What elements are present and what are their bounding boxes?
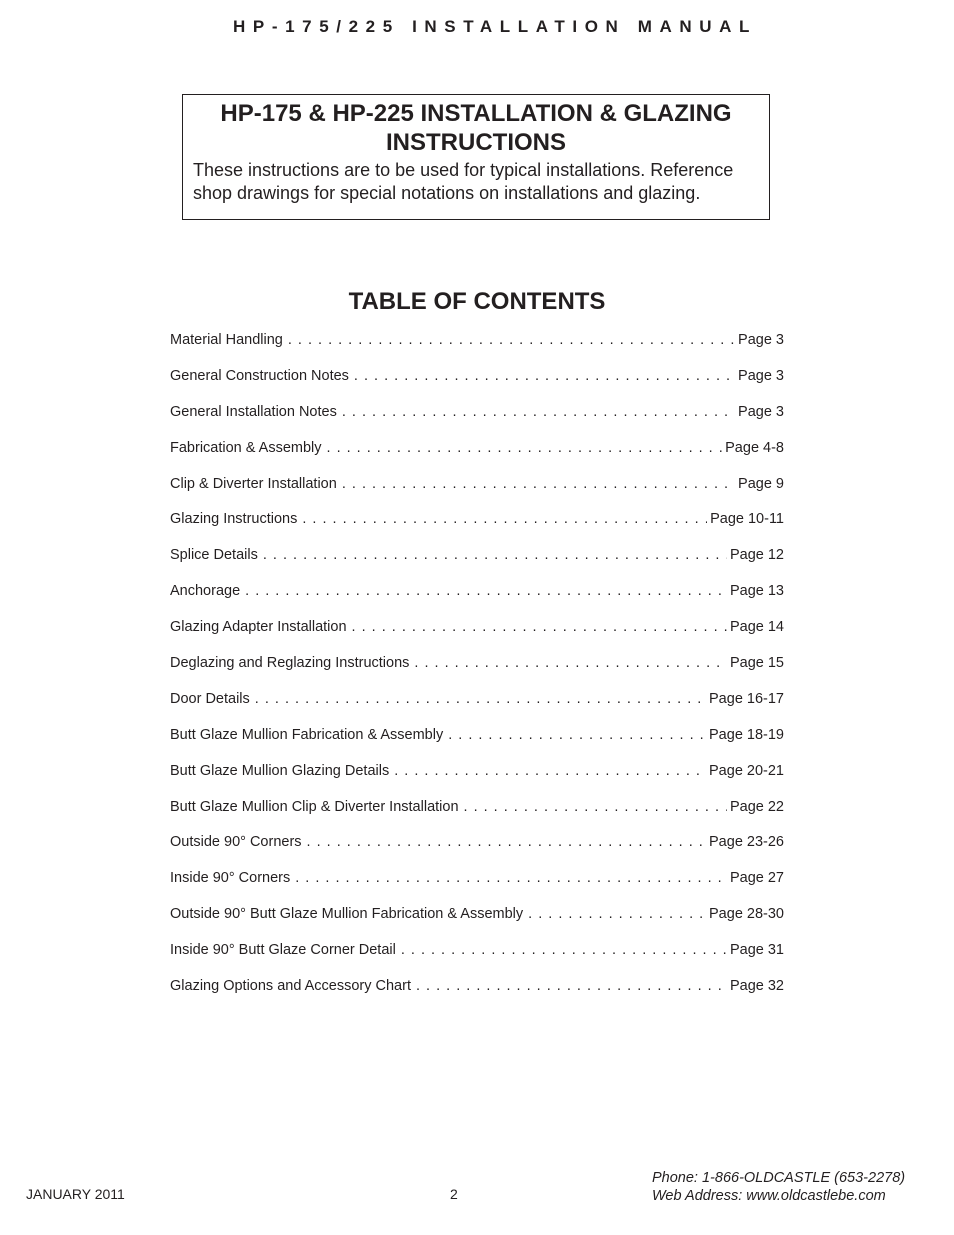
toc-entry-title: Deglazing and Reglazing Instructions [170, 655, 410, 672]
toc-entry-title: Butt Glaze Mullion Fabrication & Assembly [170, 726, 444, 743]
toc-entry-page: Page 20-21 [709, 762, 784, 779]
dot-leader [342, 476, 735, 492]
toc-entry [170, 906, 784, 942]
toc-entry-page: Page 16-17 [709, 690, 784, 707]
toc-entry-title: Outside 90° Corners [170, 834, 302, 851]
dot-leader [394, 763, 706, 779]
intro-text: These instructions are to be used for typical installations. Reference shop drawings for special notations on installations and glazing. [193, 160, 734, 203]
dot-leader [342, 404, 735, 420]
toc-entry-title: Fabrication & Assembly [170, 439, 322, 456]
toc-entry [170, 476, 784, 512]
dot-leader [354, 368, 735, 384]
toc-heading: TABLE OF CONTENTS [348, 288, 606, 315]
toc-entry-title: Inside 90° Corners [170, 870, 291, 887]
toc-entry [170, 583, 784, 619]
toc-entry-page: Page 27 [729, 870, 784, 887]
footer-page-number: 2 [450, 1186, 458, 1202]
toc-entry-page: Page 22 [729, 798, 784, 815]
toc-entry-page: Page 4-8 [725, 439, 784, 456]
toc-entry-page: Page 28-30 [709, 906, 784, 923]
toc-entry [170, 368, 784, 404]
toc-entry [170, 834, 784, 870]
toc-entry [170, 547, 784, 583]
toc-entry [170, 727, 784, 763]
running-header: HP-175/225 INSTALLATION MANUAL [233, 17, 757, 36]
toc-entry-page: Page 3 [738, 403, 784, 420]
toc-entry-page: Page 23-26 [709, 834, 784, 851]
toc-entry-page: Page 9 [738, 475, 784, 492]
toc-entry [170, 978, 784, 1008]
toc-entry-page: Page 3 [738, 367, 784, 384]
toc-entry-title: General Installation Notes [170, 403, 337, 420]
toc-entry [170, 799, 784, 835]
dot-leader [416, 978, 727, 994]
toc-entry-page: Page 32 [729, 978, 784, 995]
toc-entry-title: Inside 90° Butt Glaze Corner Detail [170, 942, 396, 959]
toc-entry-page: Page 14 [729, 619, 784, 636]
dot-leader [255, 691, 706, 707]
dot-leader [295, 870, 727, 886]
toc-entry [170, 691, 784, 727]
toc-entry-page: Page 18-19 [709, 726, 784, 743]
intro-box [182, 94, 770, 220]
toc-entry-title: Glazing Instructions [170, 511, 298, 528]
intro-title: HP-175 & HP-225 INSTALLATION & GLAZING INSTRUCTIONS [220, 100, 732, 156]
footer-web-address: Web Address: www.oldcastlebe.com [652, 1188, 886, 1204]
dot-leader [245, 583, 727, 599]
dot-leader [302, 511, 707, 527]
footer-date: JANUARY 2011 [26, 1186, 125, 1202]
toc-entry-title: Outside 90° Butt Glaze Mullion Fabrication & Assembly [170, 906, 524, 923]
toc-entry-page: Page 12 [729, 547, 784, 564]
dot-leader [307, 834, 706, 850]
toc-entry-page: Page 3 [738, 332, 784, 348]
footer-phone: Phone: 1-866-OLDCASTLE (653-2278) [652, 1170, 906, 1186]
dot-leader [464, 799, 727, 815]
toc-entry-title: General Construction Notes [170, 367, 349, 384]
toc-entry [170, 655, 784, 691]
dot-leader [327, 440, 723, 456]
dot-leader [401, 942, 727, 958]
toc-entry [170, 404, 784, 440]
toc-entry [170, 870, 784, 906]
toc-entry-title: Door Details [170, 690, 250, 707]
toc-entry [170, 440, 784, 476]
dot-leader [448, 727, 706, 743]
toc-entry [170, 763, 784, 799]
toc-entry-page: Page 10-11 [710, 511, 784, 528]
toc-entry-title: Butt Glaze Mullion Clip & Diverter Installation [170, 798, 459, 815]
dot-leader [288, 332, 735, 348]
toc-entry-title: Material Handling [170, 332, 283, 348]
toc-entry [170, 332, 784, 368]
dot-leader [528, 906, 706, 922]
footer-contact [652, 1169, 905, 1205]
toc-entry [170, 619, 784, 655]
toc-entry-title: Glazing Options and Accessory Chart [170, 978, 411, 995]
toc-entry-title: Splice Details [170, 547, 258, 564]
toc-entry [170, 511, 784, 547]
toc-entry-page: Page 31 [729, 942, 784, 959]
toc-entry [170, 942, 784, 978]
toc-entry-title: Butt Glaze Mullion Glazing Details [170, 762, 390, 779]
toc-entry-title: Glazing Adapter Installation [170, 619, 347, 636]
toc-entry-page: Page 15 [729, 655, 784, 672]
toc-list [170, 332, 784, 1008]
toc-entry-title: Anchorage [170, 583, 241, 600]
dot-leader [414, 655, 727, 671]
toc-entry-page: Page 13 [729, 583, 784, 600]
dot-leader [263, 547, 727, 563]
dot-leader [352, 619, 727, 635]
toc-entry-title: Clip & Diverter Installation [170, 475, 337, 492]
